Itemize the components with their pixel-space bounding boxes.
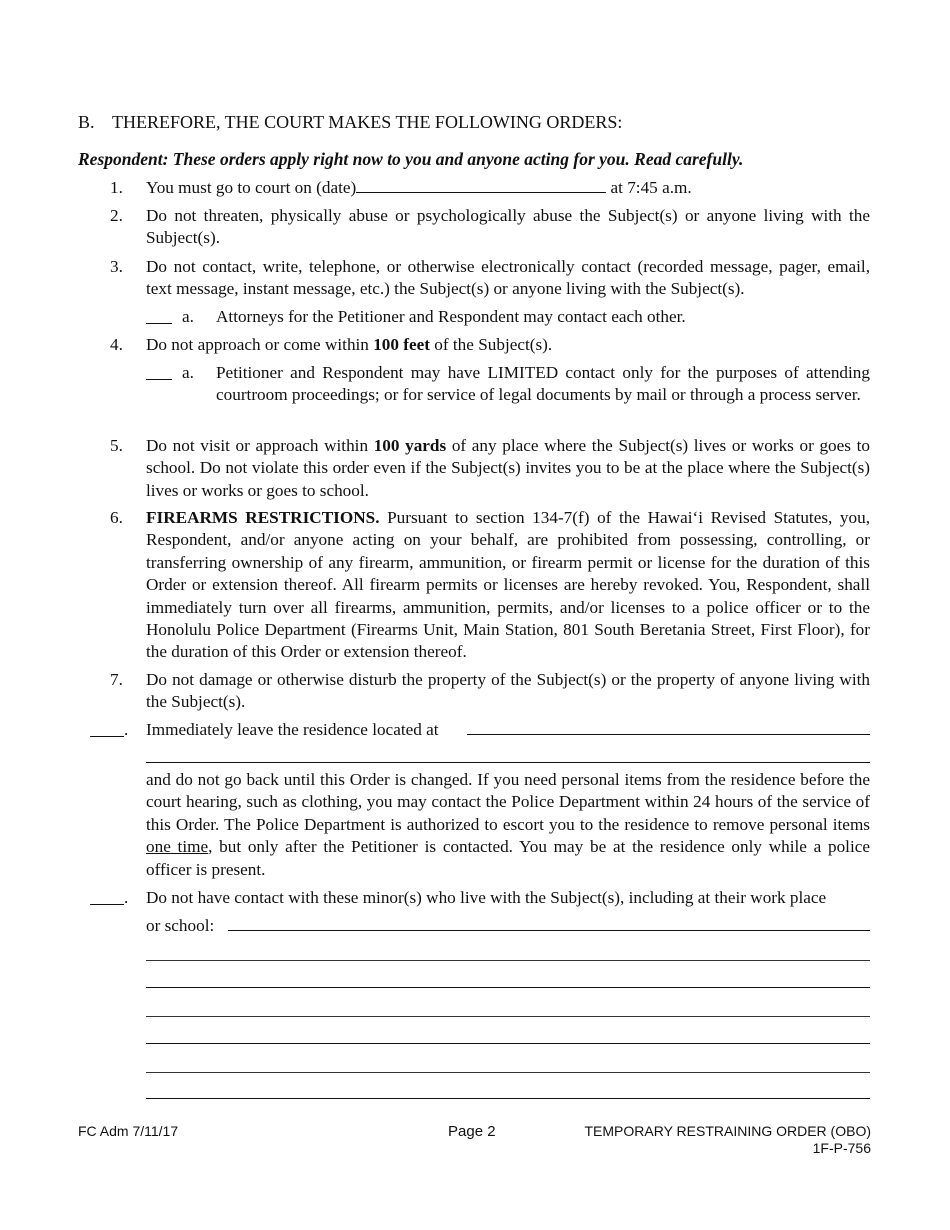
minors-text: Do not have contact with these minor(s) who live with the Subject(s), including at their work place bbox=[146, 888, 827, 907]
item-4 bbox=[146, 334, 870, 356]
item-3-number: 3. bbox=[110, 257, 123, 276]
minors-field-2[interactable] bbox=[146, 960, 870, 961]
footer-page-number: Page 2 bbox=[448, 1123, 496, 1140]
item-3a-text: Attorneys for the Petitioner and Respondent may contact each other. bbox=[216, 307, 686, 326]
item-1-pre: You must go to court on (date) bbox=[146, 178, 357, 197]
item-3: Do not contact, write, telephone, or otherwise electronically contact (recorded message, pager, email, text message, instant message, etc.) the Subject(s) or anyone living with the Subject(s). bbox=[146, 257, 870, 299]
firearms-text: Pursuant to section 134-7(f) of the Hawai‘i Revised Statutes, you, Respondent, and/or anyone acting on your behalf, are prohibited from possessing, controlling, or transferring ownership of any firearm, ammunition, or firearm permit or license for the duration of this Order or extension thereof. All firearm permits or licenses are hereby revoked. You, Respondent, shall immediately turn over all firearms, ammunition, permits, and/or licenses to a police officer or to the Honolulu Police Department (Firearms Unit, Main Station, 801 South Beretania Street, First Floor), for the duration of this Order or extension thereof. bbox=[146, 508, 871, 662]
item-4-post: of the Subject(s). bbox=[430, 335, 553, 354]
leave-residence-checkbox-line[interactable] bbox=[90, 719, 124, 737]
item-5-distance: 100 yards bbox=[373, 436, 447, 455]
minors-field-4[interactable] bbox=[146, 1016, 870, 1017]
item-2-number: 2. bbox=[110, 206, 123, 225]
item-3a-letter: a. bbox=[182, 307, 194, 326]
minors-dot: . bbox=[124, 888, 129, 907]
item-4a-checkbox-line[interactable] bbox=[146, 362, 172, 380]
item-4-distance: 100 feet bbox=[373, 335, 430, 354]
item-5 bbox=[146, 435, 870, 502]
item-7-number: 7. bbox=[110, 670, 123, 689]
section-heading bbox=[78, 112, 622, 133]
footer-form-title bbox=[584, 1123, 871, 1157]
leave-residence-dot: . bbox=[124, 720, 129, 739]
footer-form-code: FC Adm 7/11/17 bbox=[78, 1123, 179, 1139]
minors-field-1[interactable] bbox=[228, 930, 870, 931]
item-4-pre: Do not approach or come within bbox=[146, 335, 374, 354]
minors-checkbox-line[interactable] bbox=[90, 887, 124, 905]
item-4a-letter: a. bbox=[182, 363, 194, 382]
leave-residence-lead: Immediately leave the residence located at bbox=[146, 720, 439, 739]
leave-residence-body-post: , but only after the Petitioner is contacted. You may be at the residence only while a police officer is present. bbox=[146, 837, 870, 879]
item-5-post: of any place where the Subject(s) lives or works or goes to school. Do not violate this order even if the Subject(s) invites you to be at the place where the Subject(s) lives or works or goes to school. bbox=[146, 436, 870, 500]
item-1-post: at 7:45 a.m. bbox=[606, 178, 692, 197]
minors-field-6[interactable] bbox=[146, 1072, 870, 1073]
section-letter: B. bbox=[78, 112, 95, 132]
minors-field-3[interactable] bbox=[146, 987, 870, 988]
item-3a-checkbox-line[interactable] bbox=[146, 306, 172, 324]
item-5-number: 5. bbox=[110, 436, 123, 455]
item-6 bbox=[146, 507, 870, 664]
leave-residence-body-pre: and do not go back until this Order is changed. If you need personal items from the residence before the court hearing, such as clothing, you may contact the Police Department within 24 hours of the service of this Order. The Police Department is authorized to escort you to the residence to remove personal items bbox=[146, 770, 870, 834]
item-1 bbox=[146, 177, 870, 199]
respondent-intro: Respondent: These orders apply right now to you and anyone acting for you. Read carefully. bbox=[78, 149, 744, 169]
item-6-number: 6. bbox=[110, 508, 123, 527]
section-title: THEREFORE, THE COURT MAKES THE FOLLOWING ORDERS: bbox=[112, 112, 623, 132]
item-4-number: 4. bbox=[110, 335, 123, 354]
item-2: Do not threaten, physically abuse or psychologically abuse the Subject(s) or anyone living with the Subject(s). bbox=[146, 206, 870, 248]
leave-residence-body bbox=[146, 769, 870, 881]
residence-address-field[interactable] bbox=[467, 734, 870, 735]
minors-field-5[interactable] bbox=[146, 1043, 870, 1044]
footer-form-id: 1F-P-756 bbox=[812, 1140, 871, 1156]
item-1-number: 1. bbox=[110, 178, 123, 197]
item-4a-text: Petitioner and Respondent may have LIMITED contact only for the purposes of attending courtroom proceedings; or for service of legal documents by mail or through a process server. bbox=[216, 363, 870, 405]
minors-lead: or school: bbox=[146, 916, 215, 935]
footer-form-title-line1: TEMPORARY RESTRAINING ORDER (OBO) bbox=[584, 1123, 871, 1139]
residence-address-field-2[interactable] bbox=[146, 762, 870, 763]
minors-field-7[interactable] bbox=[146, 1098, 870, 1099]
leave-residence-one-time: one time bbox=[146, 837, 209, 857]
firearms-heading: FIREARMS RESTRICTIONS. bbox=[146, 508, 380, 527]
court-date-field[interactable] bbox=[356, 178, 606, 193]
item-5-pre: Do not visit or approach within bbox=[146, 436, 374, 455]
item-7: Do not damage or otherwise disturb the property of the Subject(s) or the property of anyone living with the Subject(s). bbox=[146, 670, 870, 712]
